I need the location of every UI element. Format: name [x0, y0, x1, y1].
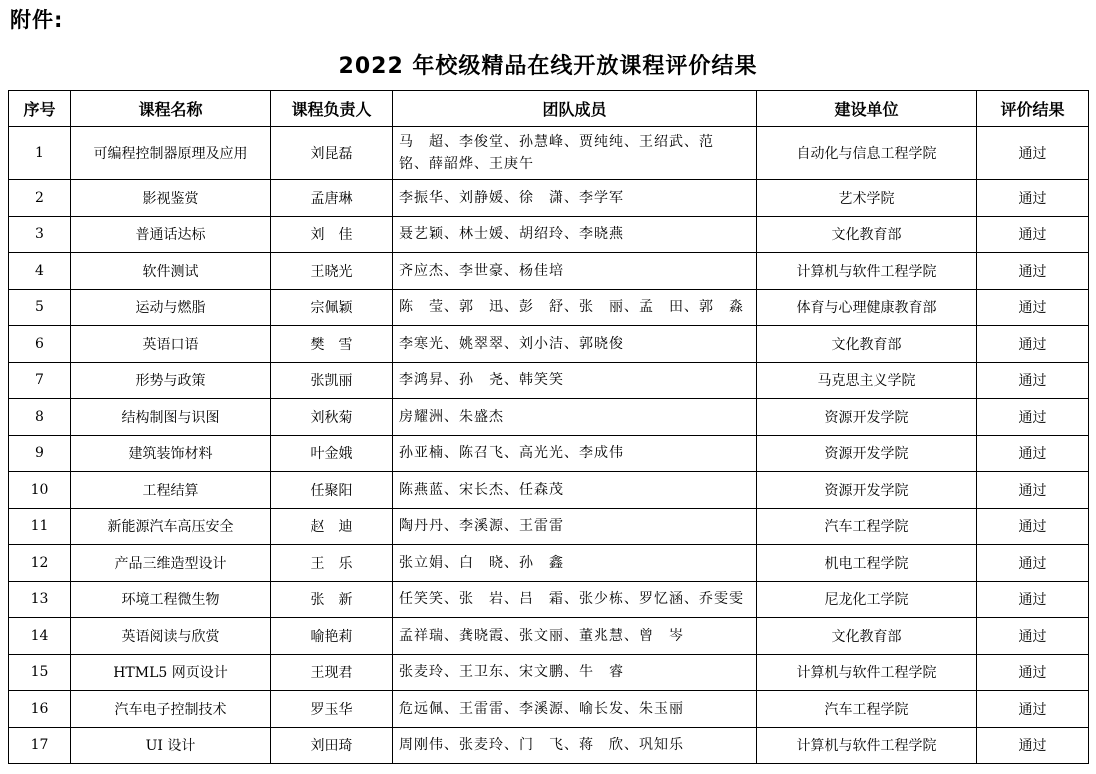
header-lead: 课程负责人	[271, 91, 393, 127]
cell-result: 通过	[977, 618, 1089, 655]
cell-course-name: 建筑装饰材料	[71, 435, 271, 472]
cell-course-name: 可编程控制器原理及应用	[71, 127, 271, 180]
cell-course-name: 新能源汽车高压安全	[71, 508, 271, 545]
cell-unit: 计算机与软件工程学院	[757, 654, 977, 691]
cell-result: 通过	[977, 691, 1089, 728]
cell-course-name: 环境工程微生物	[71, 581, 271, 618]
cell-team-members: 陶丹丹、李溪源、王雷雷	[393, 508, 757, 545]
cell-result: 通过	[977, 326, 1089, 363]
cell-unit: 文化教育部	[757, 326, 977, 363]
cell-course-lead: 樊 雪	[271, 326, 393, 363]
cell-course-name: 软件测试	[71, 253, 271, 290]
cell-course-lead: 罗玉华	[271, 691, 393, 728]
cell-result: 通过	[977, 545, 1089, 582]
table-header-row	[9, 91, 1089, 127]
document-title: 2022 年校级精品在线开放课程评价结果	[338, 54, 758, 79]
cell-team-members: 孟祥瑞、龚晓霞、张文丽、董兆慧、曾 岑	[393, 618, 757, 655]
cell-team-members: 孙亚楠、陈召飞、高光光、李成伟	[393, 435, 757, 472]
cell-team-members: 任笑笑、张 岩、吕 霜、张少栋、罗忆涵、乔雯雯	[393, 581, 757, 618]
cell-course-lead: 刘秋菊	[271, 399, 393, 436]
table-row	[9, 472, 1089, 509]
attachment-label: 附件:	[10, 8, 64, 32]
cell-team-members: 张麦玲、王卫东、宋文鹏、牛 睿	[393, 654, 757, 691]
table-row	[9, 691, 1089, 728]
cell-no: 17	[9, 727, 71, 764]
header-unit: 建设单位	[757, 91, 977, 127]
cell-team-members: 李振华、刘静媛、徐 潇、李学军	[393, 180, 757, 217]
cell-course-name: 英语口语	[71, 326, 271, 363]
cell-result: 通过	[977, 435, 1089, 472]
cell-no: 11	[9, 508, 71, 545]
results-table	[8, 90, 1089, 764]
header-result: 评价结果	[977, 91, 1089, 127]
cell-no: 2	[9, 180, 71, 217]
cell-course-lead: 赵 迪	[271, 508, 393, 545]
cell-course-lead: 刘田琦	[271, 727, 393, 764]
header-no: 序号	[9, 91, 71, 127]
cell-result: 通过	[977, 127, 1089, 180]
table-row	[9, 399, 1089, 436]
header-members: 团队成员	[393, 91, 757, 127]
table-row	[9, 618, 1089, 655]
cell-course-name: 普通话达标	[71, 216, 271, 253]
cell-course-lead: 宗佩颖	[271, 289, 393, 326]
cell-unit: 资源开发学院	[757, 435, 977, 472]
cell-course-name: 结构制图与识图	[71, 399, 271, 436]
cell-team-members: 马 超、李俊堂、孙慧峰、贾纯纯、王绍武、范 铭、薛韶烨、王庚午	[393, 127, 757, 180]
cell-no: 12	[9, 545, 71, 582]
table-row	[9, 508, 1089, 545]
cell-team-members: 张立娟、白 晓、孙 鑫	[393, 545, 757, 582]
cell-unit: 文化教育部	[757, 618, 977, 655]
table-row	[9, 435, 1089, 472]
cell-result: 通过	[977, 362, 1089, 399]
cell-no: 7	[9, 362, 71, 399]
table-row	[9, 180, 1089, 217]
cell-unit: 马克思主义学院	[757, 362, 977, 399]
cell-result: 通过	[977, 253, 1089, 290]
cell-course-name: UI 设计	[71, 727, 271, 764]
cell-team-members: 李鸿昇、孙 尧、韩笑笑	[393, 362, 757, 399]
cell-team-members: 陈 莹、郭 迅、彭 舒、张 丽、孟 田、郭 淼	[393, 289, 757, 326]
cell-course-name: 形势与政策	[71, 362, 271, 399]
cell-result: 通过	[977, 727, 1089, 764]
cell-course-name: 影视鉴赏	[71, 180, 271, 217]
cell-course-lead: 张凯丽	[271, 362, 393, 399]
cell-course-name: 运动与燃脂	[71, 289, 271, 326]
table-body	[9, 127, 1089, 764]
cell-course-name: 产品三维造型设计	[71, 545, 271, 582]
cell-unit: 汽车工程学院	[757, 508, 977, 545]
cell-unit: 艺术学院	[757, 180, 977, 217]
cell-result: 通过	[977, 399, 1089, 436]
cell-no: 16	[9, 691, 71, 728]
cell-no: 8	[9, 399, 71, 436]
cell-no: 4	[9, 253, 71, 290]
table-row	[9, 654, 1089, 691]
cell-course-lead: 刘昆磊	[271, 127, 393, 180]
table-row	[9, 362, 1089, 399]
cell-unit: 机电工程学院	[757, 545, 977, 582]
cell-unit: 资源开发学院	[757, 472, 977, 509]
cell-course-lead: 喻艳莉	[271, 618, 393, 655]
cell-team-members: 李寒光、姚翠翠、刘小洁、郭晓俊	[393, 326, 757, 363]
cell-result: 通过	[977, 180, 1089, 217]
table-row	[9, 326, 1089, 363]
cell-team-members: 房耀洲、朱盛杰	[393, 399, 757, 436]
cell-unit: 尼龙化工学院	[757, 581, 977, 618]
table-row	[9, 581, 1089, 618]
table-row	[9, 127, 1089, 180]
cell-result: 通过	[977, 216, 1089, 253]
cell-team-members: 周刚伟、张麦玲、门 飞、蒋 欣、巩知乐	[393, 727, 757, 764]
cell-unit: 计算机与软件工程学院	[757, 253, 977, 290]
cell-no: 9	[9, 435, 71, 472]
cell-result: 通过	[977, 472, 1089, 509]
cell-course-name: 工程结算	[71, 472, 271, 509]
cell-no: 14	[9, 618, 71, 655]
cell-no: 5	[9, 289, 71, 326]
table-row	[9, 216, 1089, 253]
cell-team-members: 危远佩、王雷雷、李溪源、喻长发、朱玉丽	[393, 691, 757, 728]
table-row	[9, 253, 1089, 290]
cell-course-lead: 任聚阳	[271, 472, 393, 509]
cell-course-lead: 刘 佳	[271, 216, 393, 253]
table-row	[9, 727, 1089, 764]
table-row	[9, 545, 1089, 582]
cell-unit: 自动化与信息工程学院	[757, 127, 977, 180]
cell-result: 通过	[977, 508, 1089, 545]
cell-unit: 计算机与软件工程学院	[757, 727, 977, 764]
cell-course-lead: 张 新	[271, 581, 393, 618]
cell-team-members: 陈燕蓝、宋长杰、任森茂	[393, 472, 757, 509]
cell-unit: 汽车工程学院	[757, 691, 977, 728]
cell-course-name: 英语阅读与欣赏	[71, 618, 271, 655]
cell-course-lead: 王晓光	[271, 253, 393, 290]
cell-no: 10	[9, 472, 71, 509]
cell-course-name: HTML5 网页设计	[71, 654, 271, 691]
table-row	[9, 289, 1089, 326]
cell-course-lead: 孟唐琳	[271, 180, 393, 217]
cell-unit: 体育与心理健康教育部	[757, 289, 977, 326]
cell-course-lead: 王现君	[271, 654, 393, 691]
cell-course-name: 汽车电子控制技术	[71, 691, 271, 728]
cell-no: 15	[9, 654, 71, 691]
cell-team-members: 齐应杰、李世豪、杨佳培	[393, 253, 757, 290]
cell-result: 通过	[977, 581, 1089, 618]
cell-unit: 文化教育部	[757, 216, 977, 253]
cell-unit: 资源开发学院	[757, 399, 977, 436]
cell-result: 通过	[977, 289, 1089, 326]
cell-no: 1	[9, 127, 71, 180]
cell-no: 3	[9, 216, 71, 253]
cell-team-members: 聂艺颖、林士媛、胡绍玲、李晓燕	[393, 216, 757, 253]
cell-course-lead: 叶金娥	[271, 435, 393, 472]
cell-course-lead: 王 乐	[271, 545, 393, 582]
cell-no: 13	[9, 581, 71, 618]
cell-result: 通过	[977, 654, 1089, 691]
cell-no: 6	[9, 326, 71, 363]
header-course: 课程名称	[71, 91, 271, 127]
